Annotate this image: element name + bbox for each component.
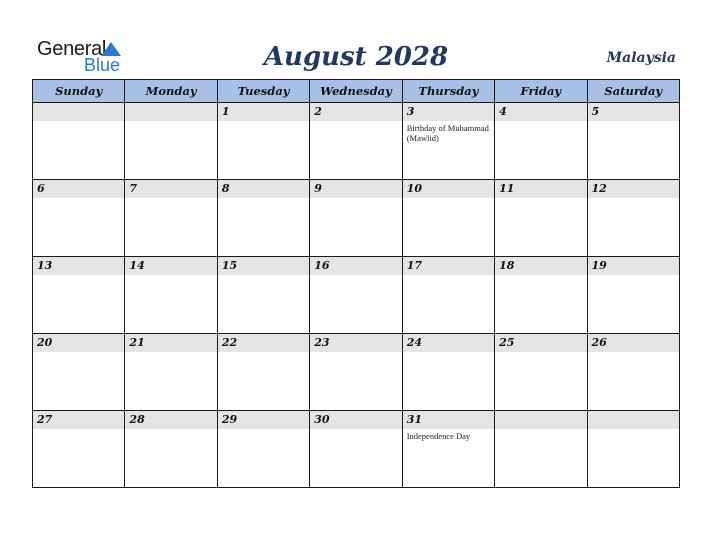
day-number: 14 xyxy=(125,257,216,275)
day-number: 2 xyxy=(310,103,401,121)
weekday-tuesday: Tuesday xyxy=(217,80,309,103)
day-number: 21 xyxy=(125,334,216,352)
day-cell xyxy=(310,257,402,334)
day-cell xyxy=(402,411,494,488)
day-cell xyxy=(587,257,679,334)
day-number: 18 xyxy=(495,257,586,275)
day-cell xyxy=(125,411,217,488)
weekday-monday: Monday xyxy=(125,80,217,103)
day-cell xyxy=(402,103,494,180)
weekday-thursday: Thursday xyxy=(402,80,494,103)
day-number: 30 xyxy=(310,411,401,429)
logo-text-general: General xyxy=(37,38,107,60)
country-label: Malaysia xyxy=(606,50,676,66)
day-number: 11 xyxy=(495,180,586,198)
day-number: 15 xyxy=(218,257,309,275)
day-cell xyxy=(217,334,309,411)
day-number: 5 xyxy=(588,103,679,121)
day-cell xyxy=(495,334,587,411)
day-number: 6 xyxy=(33,180,124,198)
day-number: 17 xyxy=(403,257,494,275)
calendar-grid xyxy=(32,79,680,488)
day-cell xyxy=(587,103,679,180)
day-number: 3 xyxy=(403,103,494,121)
day-number: 13 xyxy=(33,257,124,275)
weekday-sunday: Sunday xyxy=(33,80,125,103)
day-cell xyxy=(125,257,217,334)
week-row xyxy=(33,180,680,257)
day-number: 10 xyxy=(403,180,494,198)
day-cell xyxy=(33,103,125,180)
day-cell xyxy=(587,180,679,257)
day-cell xyxy=(217,180,309,257)
logo-text-blue: Blue xyxy=(84,55,121,75)
day-cell xyxy=(217,257,309,334)
day-cell xyxy=(587,411,679,488)
day-cell xyxy=(125,180,217,257)
day-cell xyxy=(33,334,125,411)
day-number xyxy=(33,103,124,121)
day-number: 27 xyxy=(33,411,124,429)
week-row xyxy=(33,334,680,411)
day-cell xyxy=(125,334,217,411)
day-cell xyxy=(310,411,402,488)
day-number xyxy=(495,411,586,429)
day-cell xyxy=(33,257,125,334)
day-number: 24 xyxy=(403,334,494,352)
day-cell xyxy=(125,103,217,180)
weekday-wednesday: Wednesday xyxy=(310,80,402,103)
day-cell xyxy=(217,103,309,180)
day-number: 25 xyxy=(495,334,586,352)
day-number: 16 xyxy=(310,257,401,275)
day-number: 7 xyxy=(125,180,216,198)
day-cell xyxy=(495,257,587,334)
day-cell xyxy=(310,180,402,257)
day-number xyxy=(125,103,216,121)
day-cell xyxy=(310,334,402,411)
day-number xyxy=(588,411,679,429)
day-cell xyxy=(402,334,494,411)
day-cell xyxy=(402,180,494,257)
calendar-title: August 2028 xyxy=(263,42,449,72)
day-number: 22 xyxy=(218,334,309,352)
week-row xyxy=(33,257,680,334)
day-number: 1 xyxy=(218,103,309,121)
day-number: 19 xyxy=(588,257,679,275)
day-number: 9 xyxy=(310,180,401,198)
day-number: 20 xyxy=(33,334,124,352)
holiday-event: Birthday of Muhammad (Mawlid) xyxy=(406,123,489,143)
day-number: 12 xyxy=(588,180,679,198)
day-number: 26 xyxy=(588,334,679,352)
day-number: 23 xyxy=(310,334,401,352)
day-cell xyxy=(402,257,494,334)
weekday-friday: Friday xyxy=(495,80,587,103)
day-cell xyxy=(587,334,679,411)
day-cell xyxy=(495,411,587,488)
day-cell xyxy=(217,411,309,488)
day-cell xyxy=(33,411,125,488)
week-row xyxy=(33,411,680,488)
weekday-header-row xyxy=(33,80,680,103)
day-number: 31 xyxy=(403,411,494,429)
day-cell xyxy=(495,180,587,257)
day-number: 4 xyxy=(495,103,586,121)
holiday-event: Independence Day xyxy=(406,431,471,441)
day-number: 29 xyxy=(218,411,309,429)
day-number: 28 xyxy=(125,411,216,429)
week-row xyxy=(33,103,680,180)
day-cell xyxy=(495,103,587,180)
day-cell xyxy=(310,103,402,180)
day-cell xyxy=(33,180,125,257)
weekday-saturday: Saturday xyxy=(587,80,679,103)
day-number: 8 xyxy=(218,180,309,198)
